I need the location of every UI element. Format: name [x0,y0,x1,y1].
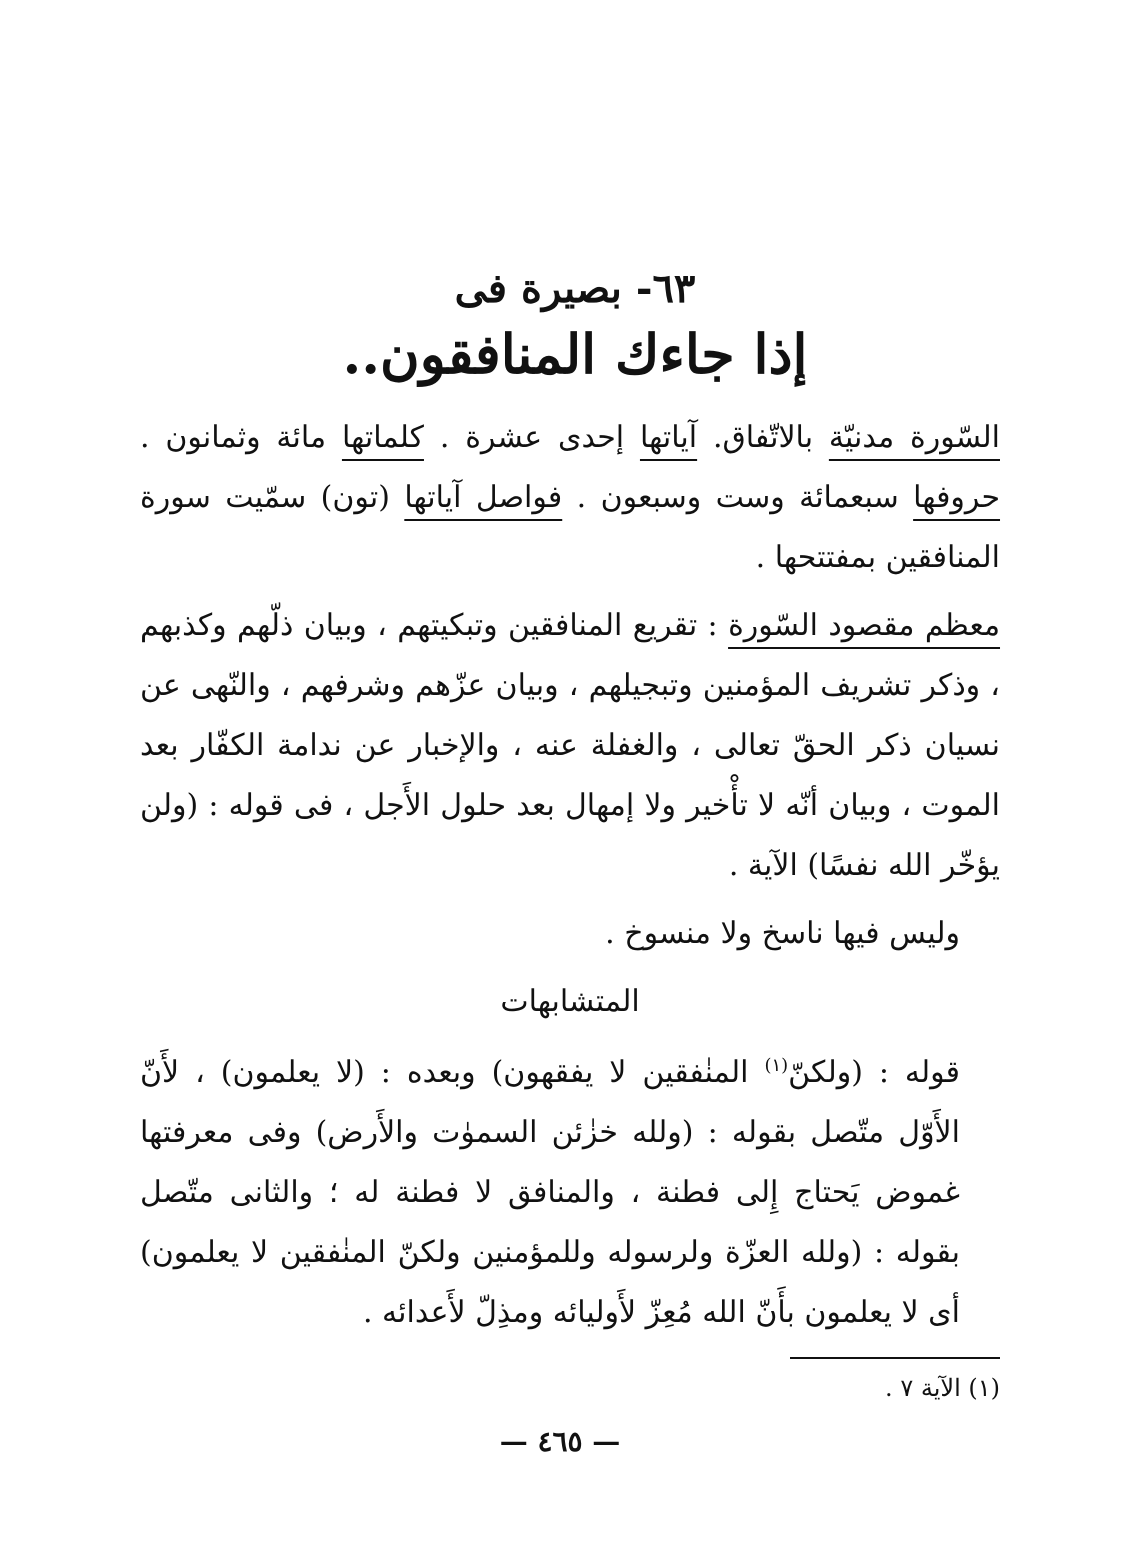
paragraph-surah-info [140,408,1000,588]
text-run: مائة وثمانون . [140,420,342,455]
text-run: إحدى عشرة . [423,420,640,455]
paragraph-surah-purpose [140,596,1000,896]
underlined-term: آياتها [639,420,698,455]
footnote-divider [790,1357,1000,1359]
underlined-term: فواصل آياتها [404,480,563,515]
page-number: — ٤٦٥ — [499,1425,621,1458]
chapter-heading: ٦٣- بصيرة فى [454,265,696,312]
paragraph-similarities [140,1036,1000,1343]
section-subheading: المتشابهات [500,984,640,1019]
chapter-title: إذا جاءك المنافقون.. [342,322,808,386]
underlined-term: السّورة مدنيّة [828,420,1000,455]
text-run: قوله : (ولكنّ [788,1055,960,1090]
text-run: سبعمائة وست وسبعون . [562,480,914,515]
body-text [140,408,1000,1351]
text-run: (تون) سمّيت سورة المنافقين بمفتتحها . [140,480,1000,575]
underlined-term: معظم مقصود السّورة [728,608,1001,643]
footnote-reference: (١) [764,1055,789,1076]
text-run: بالاتّفاق. [697,420,829,455]
footnote: (١) الآية ٧ . [885,1374,1000,1402]
underlined-term: حروفها [913,480,1001,515]
text-run: المنٰفقين لا يفقهون) وبعده : (لا يعلمون) ، لأَنّ الأَوّل متّصل بقوله : (ولله خزٰئن السموٰت والأَرض) وفى معرفتها غموض يَحتاج إِلى فطنة ، والمنافق لا فطنة له ؛ والثانى متّصل بقوله : (ولله العزّة ولرسوله وللمؤمنين ولكنّ المنٰفقين لا يعلمون) أى لا يعلمون بأَنّ الله مُعِزّ لأَوليائه ومذِلّ لأَعدائه . [140,1055,960,1330]
text-run: : تقريع المنافقين وتبكيتهم ، وبيان ذلّهم وكذبهم ، وذكر تشريف المؤمنين وتبجيلهم ، وبيان عزّهم وشرفهم ، والنّهى عن نسيان ذكر الحقّ تعالى ، والغفلة عنه ، والإخبار عن ندامة الكفّار بعد الموت ، وبيان أنّه لا تأْخير ولا إمهال بعد حلول الأَجل ، فى قوله : (ولن يؤخّر الله نفسًا) الآية . [140,608,1000,883]
underlined-term: كلماتها [341,420,424,455]
paragraph-abrogation: وليس فيها ناسخ ولا منسوخ . [605,916,960,951]
